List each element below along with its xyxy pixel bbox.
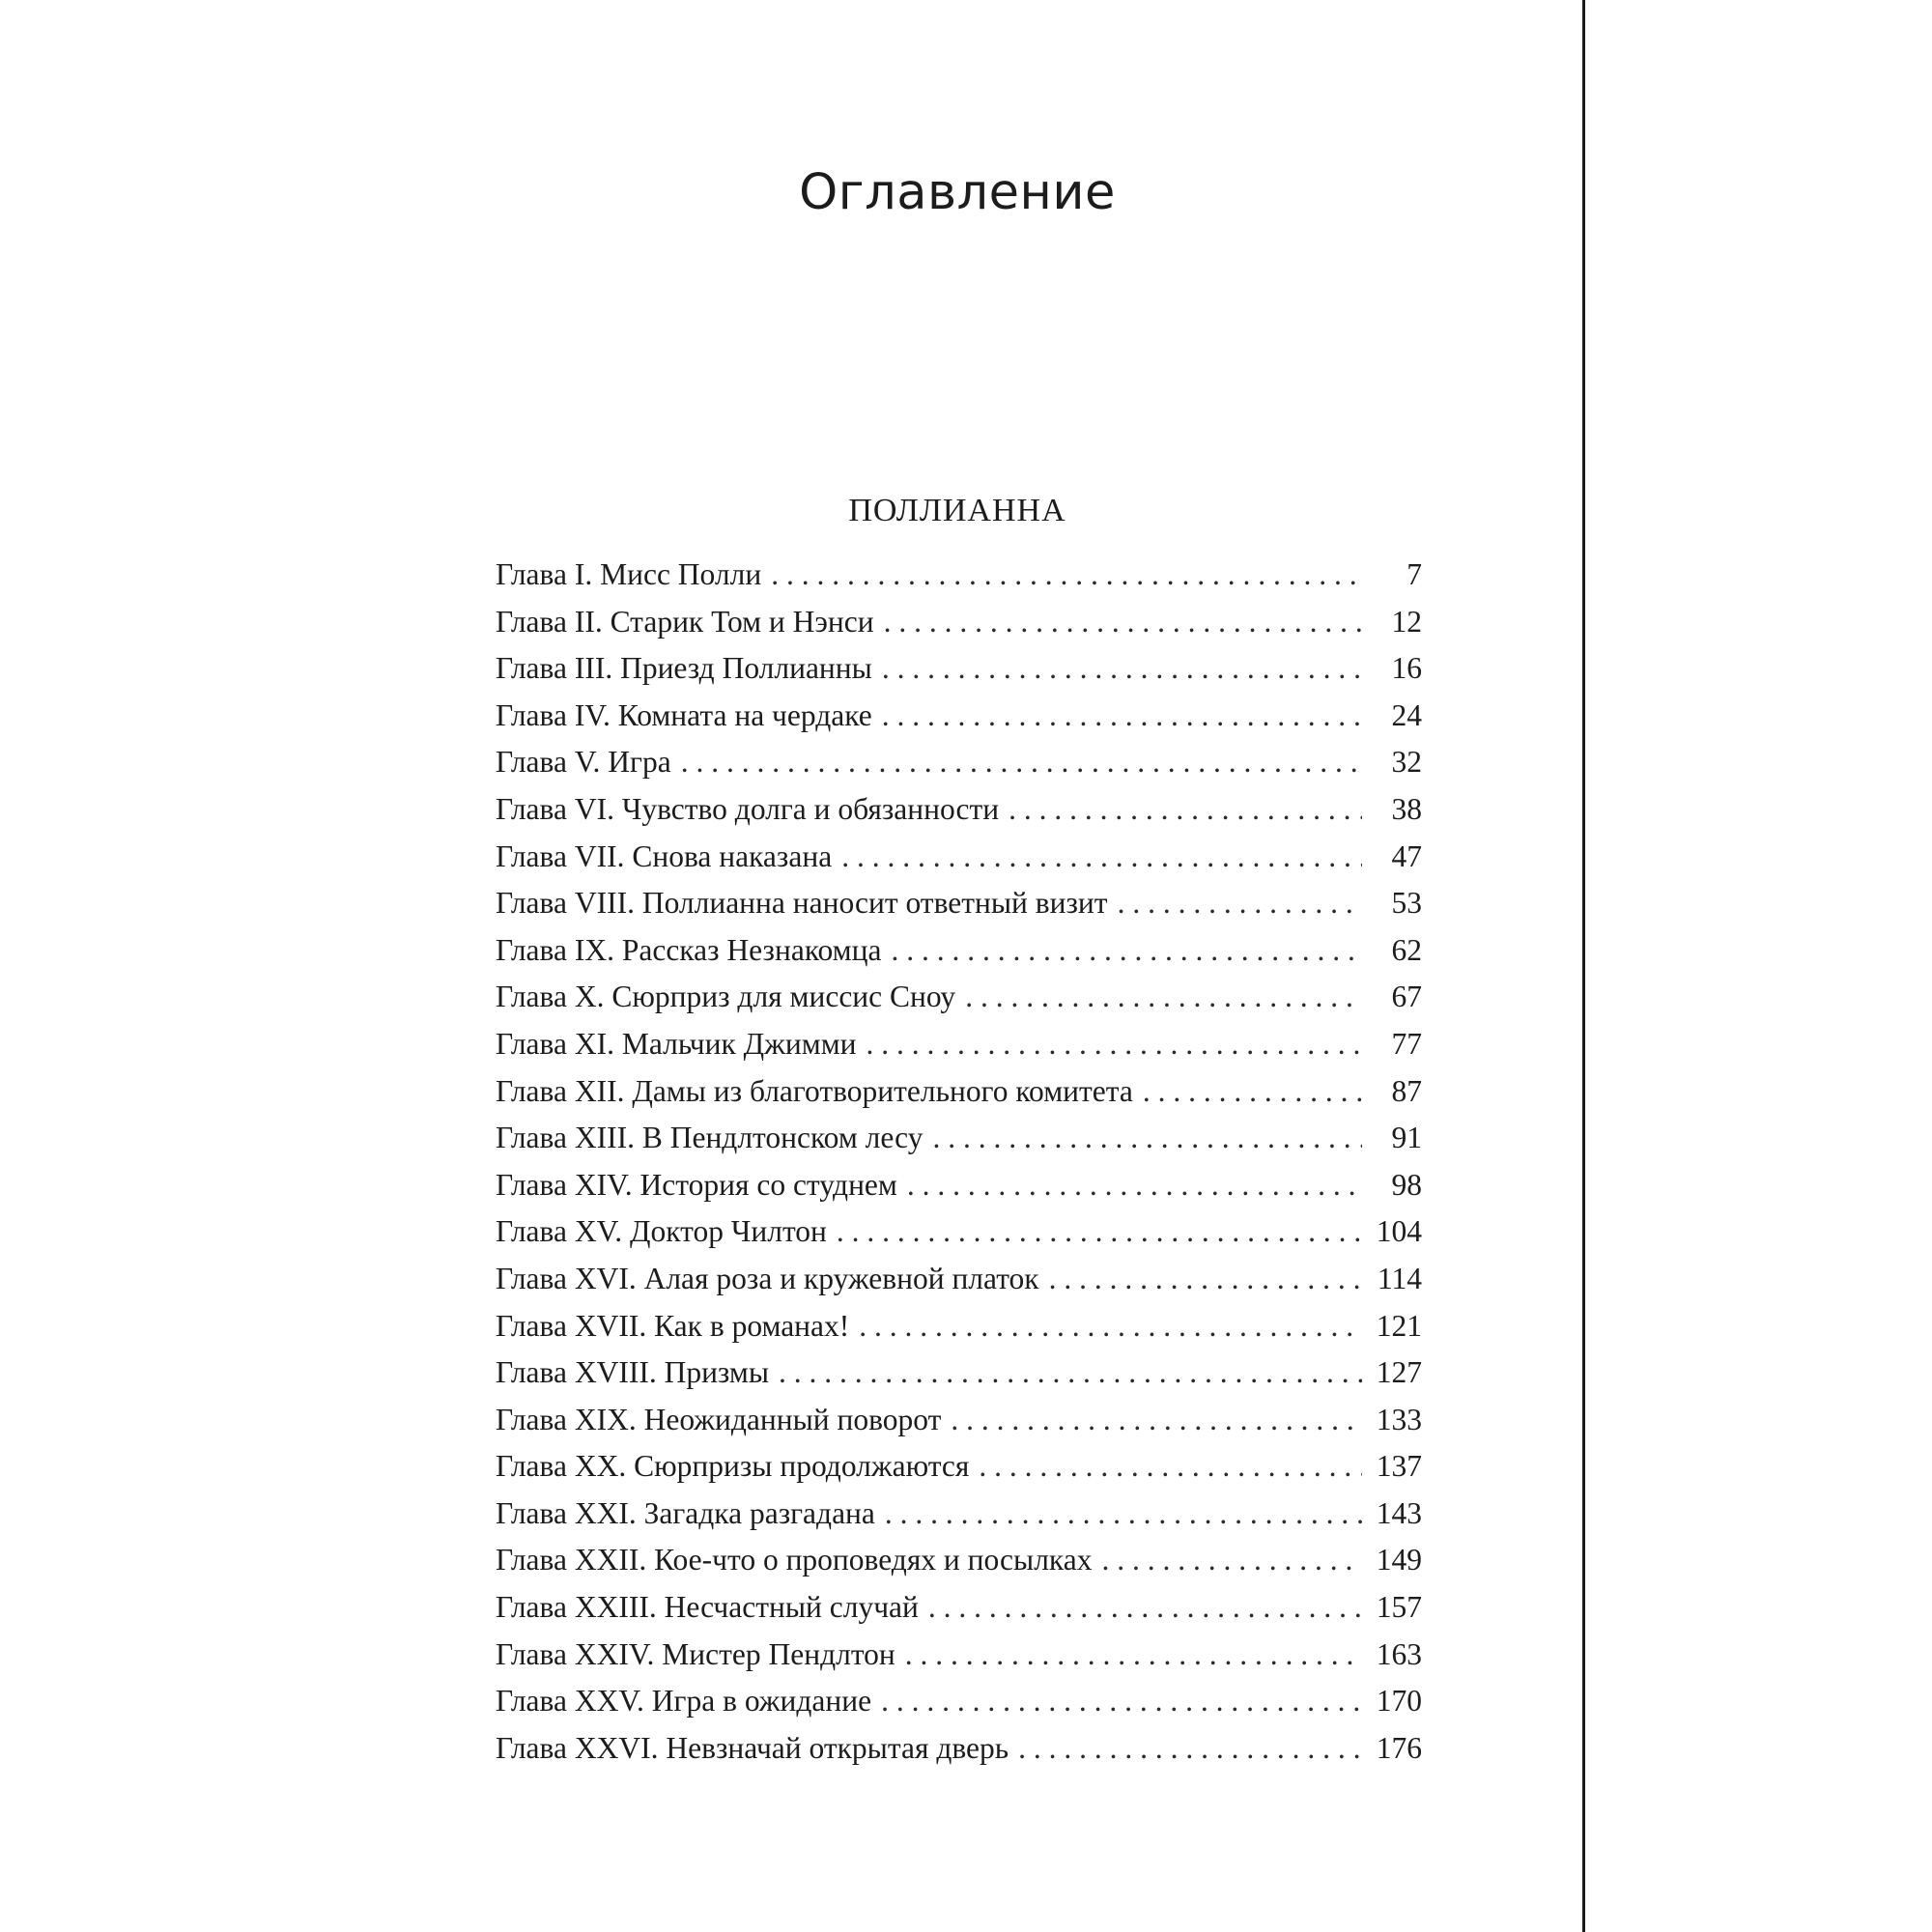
toc-dot-leader: [1049, 1256, 1362, 1303]
toc-entry-page-number: 47: [1391, 838, 1422, 873]
toc-dot-leader: [932, 1115, 1362, 1162]
toc-entry-title: Глава XXIII. Несчастный случай: [496, 1590, 919, 1625]
toc-entry-page-number: 149: [1376, 1543, 1422, 1577]
toc-dot-leader: [907, 1162, 1362, 1209]
toc-entry: [496, 1256, 1422, 1303]
page-title: Оглавление: [799, 164, 1116, 221]
toc-entry-page-number: 87: [1391, 1073, 1422, 1108]
toc-entry-title: Глава XXV. Игра в ожидание: [496, 1684, 872, 1719]
toc-entry-page-number: 53: [1391, 886, 1422, 921]
toc-entry-page-number: 16: [1391, 651, 1422, 686]
toc-entry: [496, 1115, 1422, 1162]
toc-entry-title: Глава XVI. Алая роза и кружевной платок: [496, 1261, 1039, 1295]
toc-entry: [496, 1537, 1422, 1584]
toc-entry-page-number: 77: [1391, 1026, 1422, 1061]
toc-dot-leader: [928, 1584, 1362, 1632]
toc-entry-title: Глава III. Приезд Поллианны: [496, 651, 872, 686]
toc-entry-title: Глава XV. Доктор Чилтон: [496, 1214, 827, 1249]
toc-entry-page-number: 121: [1376, 1308, 1422, 1343]
toc-entry: [496, 1725, 1422, 1773]
toc-entry: [496, 1632, 1422, 1679]
toc-entry: [496, 834, 1422, 881]
toc-entry-title: Глава XXIV. Мистер Пендлтон: [496, 1636, 895, 1671]
toc-entry-page-number: 157: [1376, 1590, 1422, 1625]
section-title: ПОЛЛИАННА: [848, 493, 1066, 528]
toc-entry: [496, 1021, 1422, 1068]
toc-entry-page-number: 12: [1391, 604, 1422, 639]
toc-dot-leader: [1018, 1725, 1362, 1773]
toc-entry-page-number: 114: [1377, 1261, 1422, 1295]
toc-entry-page-number: 170: [1376, 1684, 1422, 1719]
toc-entry: [496, 1068, 1422, 1116]
toc-entry-page-number: 104: [1376, 1214, 1422, 1249]
toc-entry-title: Глава XI. Мальчик Джимми: [496, 1026, 857, 1061]
toc-entry: [496, 645, 1422, 693]
toc-dot-leader: [779, 1350, 1362, 1397]
toc-dot-leader: [867, 1021, 1362, 1068]
toc-dot-leader: [837, 1208, 1362, 1256]
toc-dot-leader: [882, 645, 1362, 693]
toc-entry-page-number: 7: [1406, 557, 1422, 591]
toc-entry-title: Глава XIX. Неожиданный поворот: [496, 1402, 942, 1436]
toc-entry-page-number: 91: [1391, 1121, 1422, 1155]
toc-entry-title: Глава XIV. История со студнем: [496, 1167, 897, 1202]
toc-dot-leader: [885, 1491, 1362, 1538]
toc-entry-page-number: 163: [1376, 1636, 1422, 1671]
toc-entry: [496, 599, 1422, 646]
toc-entry: [496, 739, 1422, 786]
toc-entry-title: Глава II. Старик Том и Нэнси: [496, 604, 874, 639]
toc-entry-page-number: 176: [1376, 1730, 1422, 1765]
toc-entry: [496, 927, 1422, 975]
table-of-contents: [496, 552, 1422, 1772]
toc-dot-leader: [1118, 880, 1362, 927]
toc-entry-title: Глава I. Мисс Полли: [496, 557, 762, 591]
toc-entry-title: Глава VI. Чувство долга и обязанности: [496, 791, 1000, 826]
toc-entry: [496, 1443, 1422, 1491]
toc-entry: [496, 1208, 1422, 1256]
toc-entry-page-number: 98: [1391, 1167, 1422, 1202]
toc-dot-leader: [905, 1632, 1362, 1679]
toc-dot-leader: [771, 552, 1362, 599]
toc-dot-leader: [841, 834, 1362, 881]
toc-entry-title: Глава X. Сюрприз для миссис Сноу: [496, 980, 956, 1014]
toc-entry: [496, 786, 1422, 834]
toc-dot-leader: [1009, 786, 1362, 834]
toc-entry-title: Глава IV. Комната на чердаке: [496, 697, 872, 732]
toc-entry-title: Глава XVIII. Призмы: [496, 1355, 770, 1390]
toc-entry-page-number: 62: [1391, 932, 1422, 967]
toc-dot-leader: [681, 739, 1362, 786]
toc-entry: [496, 1350, 1422, 1397]
toc-dot-leader: [1143, 1068, 1362, 1116]
toc-entry: [496, 1491, 1422, 1538]
toc-entry-page-number: 67: [1391, 980, 1422, 1014]
toc-entry-title: Глава VIII. Поллианна наносит ответный визит: [496, 886, 1108, 921]
toc-dot-leader: [859, 1303, 1362, 1350]
toc-entry-page-number: 38: [1391, 791, 1422, 826]
toc-dot-leader: [882, 693, 1362, 740]
toc-entry-title: Глава XX. Сюрпризы продолжаются: [496, 1449, 970, 1484]
toc-entry-page-number: 32: [1391, 745, 1422, 780]
toc-entry-page-number: 137: [1376, 1449, 1422, 1484]
toc-entry-title: Глава V. Игра: [496, 745, 671, 780]
toc-dot-leader: [1101, 1537, 1362, 1584]
toc-dot-leader: [979, 1443, 1362, 1491]
toc-entry-title: Глава XXI. Загадка разгадана: [496, 1495, 875, 1530]
toc-entry-title: Глава XXII. Кое-что о проповедях и посылках: [496, 1543, 1093, 1577]
toc-entry: [496, 693, 1422, 740]
toc-entry: [496, 974, 1422, 1021]
toc-entry: [496, 552, 1422, 599]
toc-dot-leader: [891, 927, 1362, 975]
toc-entry-page-number: 127: [1376, 1355, 1422, 1390]
toc-entry: [496, 880, 1422, 927]
toc-entry-title: Глава XXVI. Невзначай открытая дверь: [496, 1730, 1009, 1765]
toc-entry: [496, 1584, 1422, 1632]
toc-entry-title: Глава XIII. В Пендлтонском лесу: [496, 1121, 923, 1155]
toc-dot-leader: [951, 1397, 1362, 1444]
toc-entry-page-number: 24: [1391, 697, 1422, 732]
toc-entry: [496, 1162, 1422, 1209]
toc-dot-leader: [881, 1678, 1362, 1725]
page-edge-rule: [1582, 0, 1585, 1932]
toc-entry-title: Глава XII. Дамы из благотворительного комитета: [496, 1073, 1133, 1108]
toc-entry: [496, 1678, 1422, 1725]
toc-entry-title: Глава XVII. Как в романах!: [496, 1308, 850, 1343]
toc-entry-page-number: 143: [1376, 1495, 1422, 1530]
toc-dot-leader: [884, 599, 1362, 646]
toc-entry: [496, 1397, 1422, 1444]
toc-dot-leader: [965, 974, 1362, 1021]
toc-entry: [496, 1303, 1422, 1350]
toc-entry-title: Глава IX. Рассказ Незнакомца: [496, 932, 882, 967]
toc-entry-title: Глава VII. Снова наказана: [496, 838, 833, 873]
toc-entry-page-number: 133: [1376, 1402, 1422, 1436]
